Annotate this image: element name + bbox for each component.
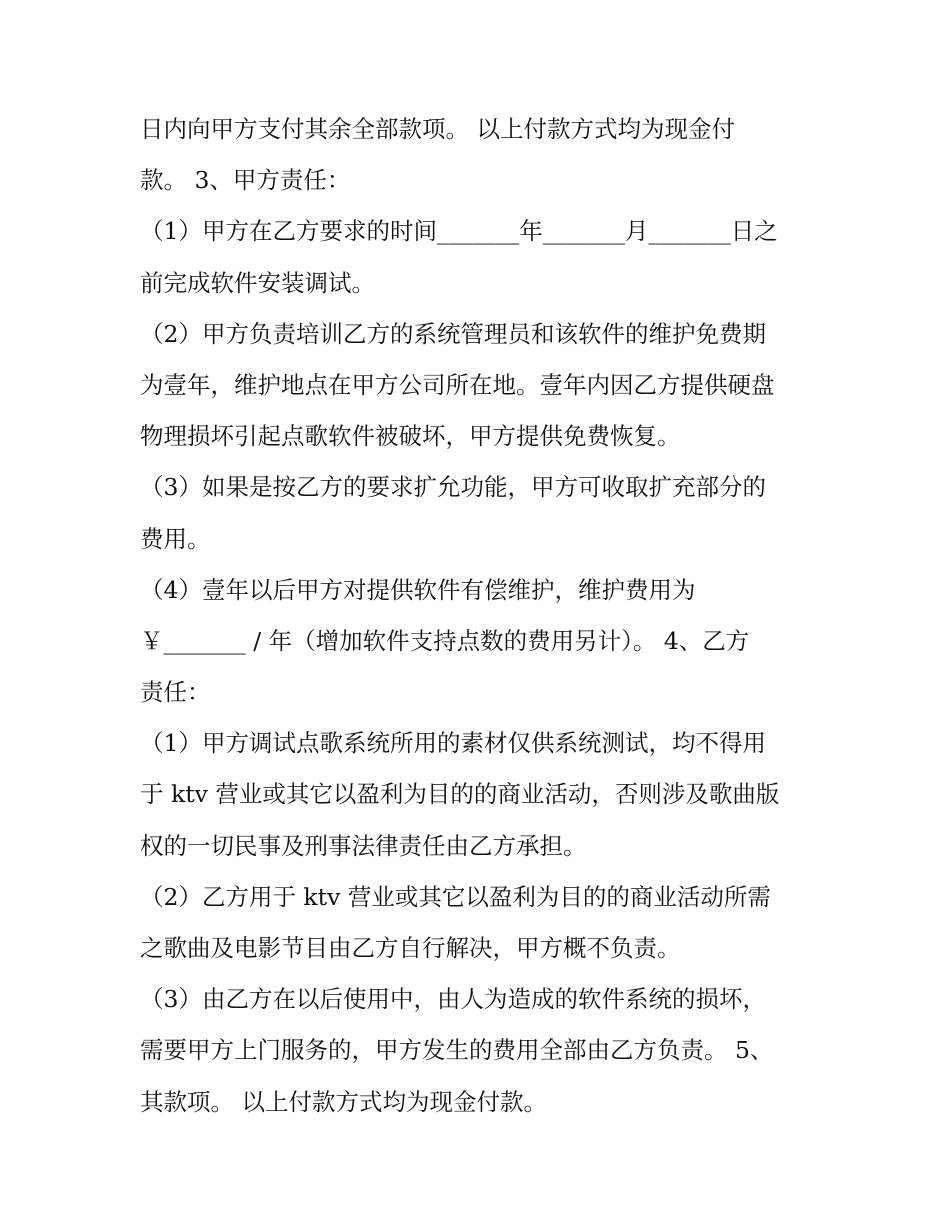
text-line: （2）乙方用于 ktv 营业或其它以盈利为目的的商业活动所需: [140, 882, 771, 911]
text-line: 于 ktv 营业或其它以盈利为目的的商业活动，否则涉及歌曲版: [140, 780, 780, 809]
text-line: （4）壹年以后甲方对提供软件有偿维护，维护费用为: [140, 575, 696, 604]
text-line: 为壹年，维护地点在甲方公司所在地。壹年内因乙方提供硬盘: [140, 370, 775, 399]
text-line: 前完成软件安装调试。: [140, 268, 375, 297]
text-line: 款。 3、甲方责任：: [140, 166, 351, 195]
text-line: （1）甲方调试点歌系统所用的素材仅供系统测试，均不得用: [140, 729, 766, 758]
text-line: （3）由乙方在以后使用中，由人为造成的软件系统的损坏，: [140, 985, 766, 1014]
text-line: 需要甲方上门服务的，甲方发生的费用全部由乙方负责。 5、: [140, 1036, 774, 1065]
text-line: 之歌曲及电影节目由乙方自行解决，甲方概不负责。: [140, 934, 681, 962]
text-line: （3）如果是按乙方的要求扩允功能，甲方可收取扩充部分的: [140, 473, 766, 502]
text-line: 权的一切民事及刑事法律责任由乙方承担。: [140, 831, 587, 860]
text-line: 费用。: [140, 524, 211, 553]
text-line: 日内向甲方支付其余全部款项。 以上付款方式均为现金付: [140, 115, 735, 143]
text-line: 责任：: [140, 678, 211, 707]
text-line: （2）甲方负责培训乙方的系统管理员和该软件的维护免费期: [140, 319, 766, 348]
text-line: 物理损坏引起点歌软件被破坏，甲方提供免费恢复。: [140, 422, 681, 451]
document-body: [140, 104, 820, 1128]
text-line: （1）甲方在乙方要求的时间_______年_______月_______日之: [140, 217, 778, 246]
text-line: 其款项。 以上付款方式均为现金付款。: [140, 1087, 547, 1116]
text-line: ￥_______ / 年（增加软件支持点数的费用另计）。 4、乙方: [140, 626, 750, 655]
